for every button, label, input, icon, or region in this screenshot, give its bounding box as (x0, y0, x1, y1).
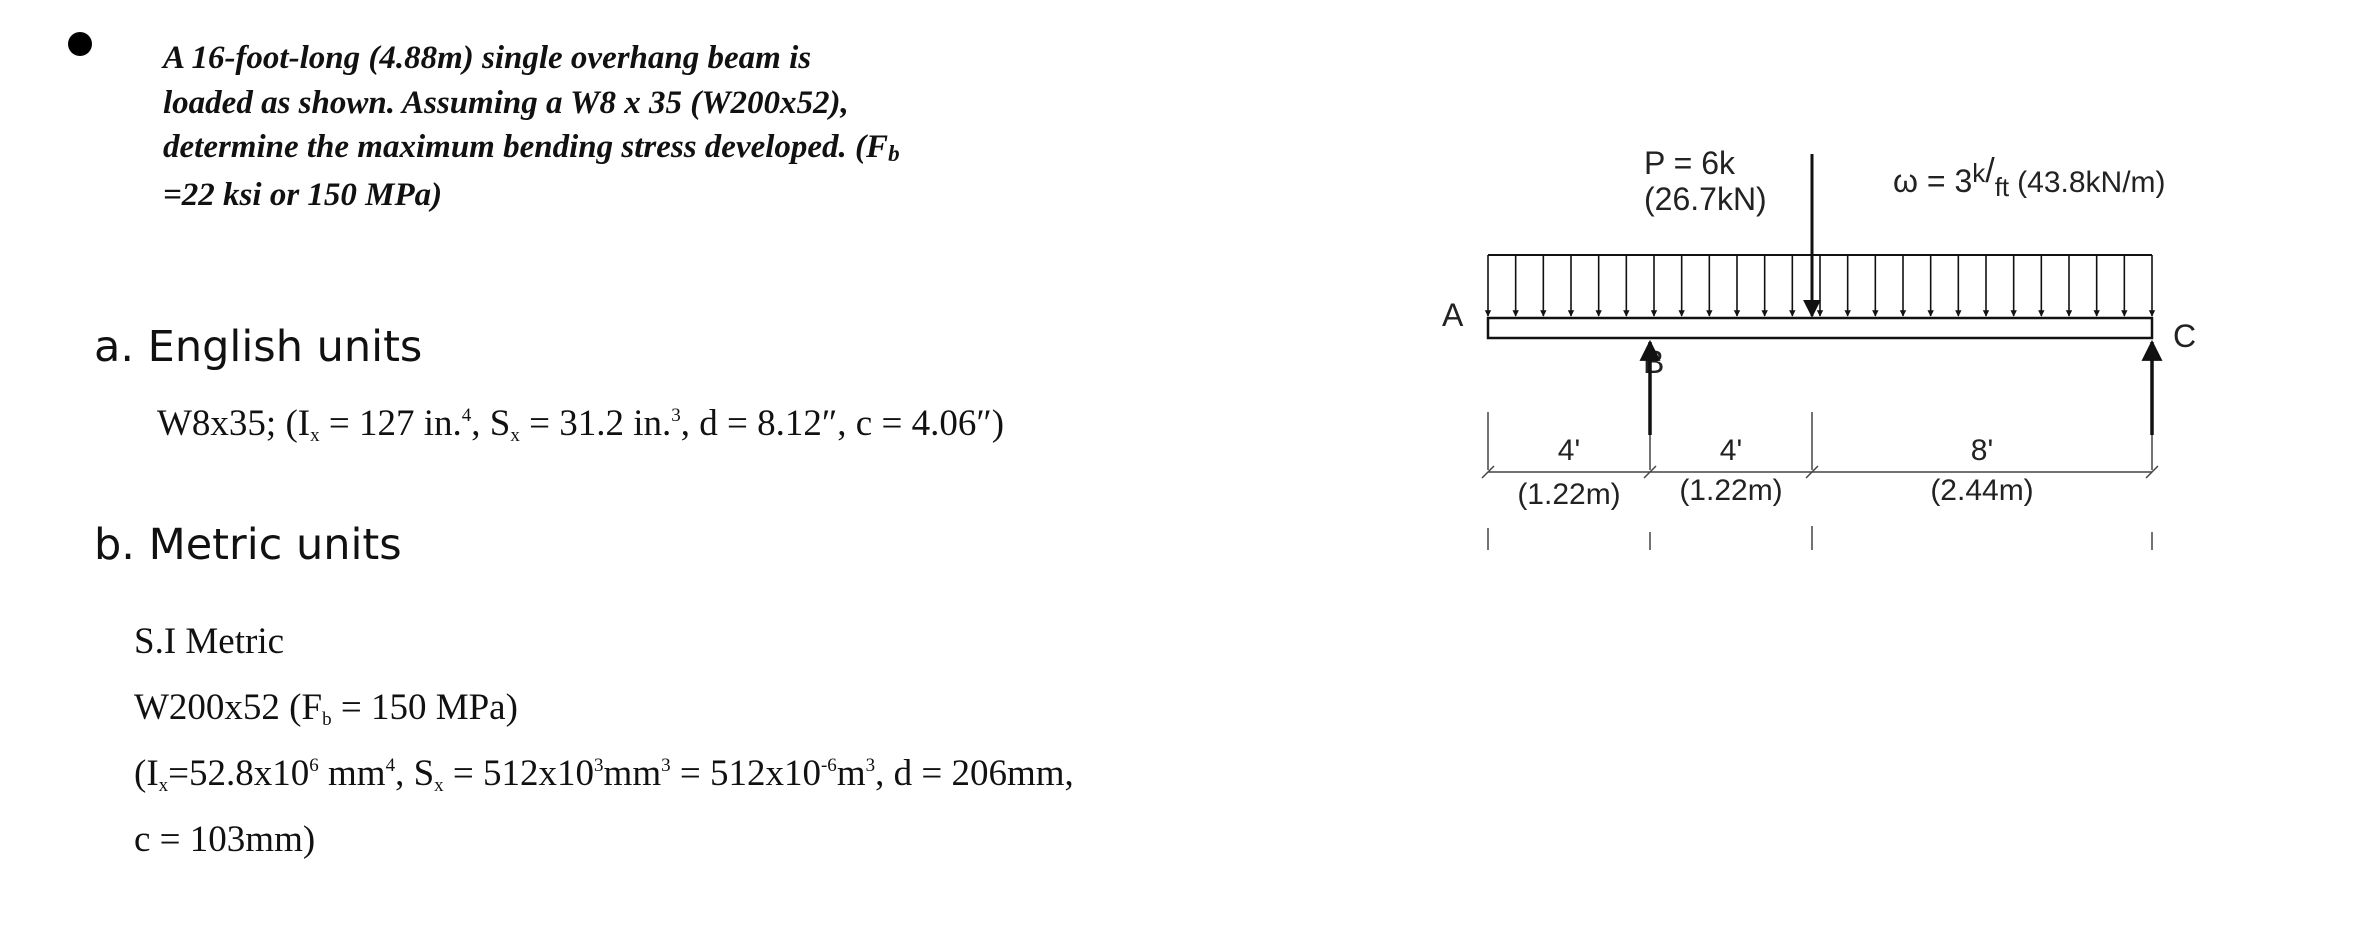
span1-si-label: (1.22m) (1517, 478, 1621, 511)
problem-line-1: A 16-foot-long (4.88m) single overhang beam is (163, 40, 812, 76)
si-sx-val: = 512x10 (443, 753, 595, 794)
span1-label: 4' (1557, 434, 1581, 467)
heading-english-units: a. English units (94, 322, 423, 372)
si-sx-sub: x (434, 775, 444, 796)
si-fb-sub: b (322, 709, 332, 730)
eng-sx-sub: x (510, 425, 520, 446)
problem-statement (163, 36, 1123, 217)
si-rest: , d = 206mm, (875, 753, 1074, 794)
eng-rest: , d = 8.12″, c = 4.06″) (680, 403, 1005, 444)
si-sx-exp1: 3 (594, 755, 604, 776)
eng-ix-exp: 4 (461, 405, 472, 426)
si-metric-label: S.I Metric (134, 621, 285, 662)
label-a: A (1442, 297, 1464, 333)
fb-subscript: b (888, 141, 900, 166)
label-c: C (2173, 318, 2197, 354)
si-eq2-exp: -6 (820, 755, 837, 776)
si-ix-exp1: 6 (309, 755, 319, 776)
si-section-line (134, 686, 518, 730)
si-ix-unit: mm (318, 753, 386, 794)
span2-label: 4' (1719, 434, 1743, 467)
heading-metric-units: b. Metric units (94, 520, 402, 570)
si-open: (I (134, 753, 159, 794)
eng-ix-sub: x (310, 425, 320, 446)
si-properties-line (134, 752, 1074, 796)
eng-sx-pre: , S (471, 403, 511, 444)
beam-diagram (1400, 130, 2260, 570)
eng-sx-exp: 3 (671, 405, 681, 426)
problem-line-2: loaded as shown. Assuming a W8 x 35 (W200x52), (163, 84, 849, 121)
english-properties-line (157, 402, 1004, 446)
si-eq2-unit: m (836, 753, 866, 794)
span3-label: 8' (1970, 434, 1994, 467)
span2-si-label: (1.22m) (1679, 474, 1783, 507)
si-ix-val: =52.8x10 (168, 753, 310, 794)
beam-diagram-svg (1400, 130, 2260, 570)
bullet-point (68, 32, 92, 56)
problem-line-4: =22 ksi or 150 MPa) (163, 176, 443, 213)
distributed-load-arrows (1488, 255, 2152, 316)
point-load-label: P = 6k (1644, 145, 1736, 181)
eng-ix-val: = 127 in. (319, 403, 462, 444)
si-ix-sub: x (158, 775, 169, 796)
si-section-pre: W200x52 (F (134, 687, 323, 728)
si-c-line: c = 103mm) (134, 819, 316, 860)
point-load-si-label: (26.7kN) (1644, 181, 1767, 217)
label-b: B (1643, 344, 1665, 380)
si-sx-exp2: 3 (661, 755, 671, 776)
si-eq2: = 512x10 (670, 753, 821, 794)
problem-line-3-text: determine the maximum bending stress developed. (F (163, 129, 889, 165)
eng-prefix: W8x35; (I (157, 403, 311, 444)
span3-si-label: (2.44m) (1930, 474, 2034, 507)
eng-sx-val: = 31.2 in. (519, 403, 672, 444)
si-eq2-exp2: 3 (865, 755, 876, 776)
distributed-load-label: $\omega = 3^k/_{ft}$ (43.8kN/m) (1893, 152, 2166, 202)
si-ix-exp2: 4 (385, 755, 396, 776)
si-section-post: = 150 MPa) (331, 687, 518, 728)
si-sx-unit: mm (603, 753, 662, 794)
problem-line-3 (163, 125, 1123, 173)
beam (1488, 318, 2152, 338)
si-sx-pre: , S (395, 753, 435, 794)
